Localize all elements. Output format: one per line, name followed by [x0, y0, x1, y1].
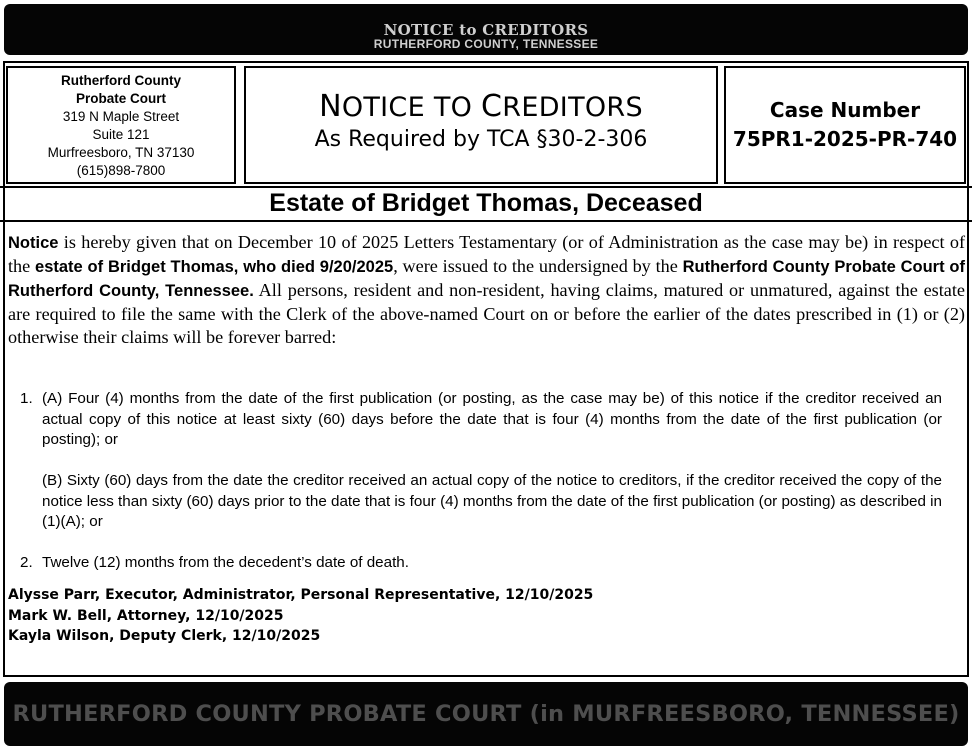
notice-title-box — [244, 66, 718, 184]
case-number-box — [724, 66, 966, 184]
notice-text-2: , were issued to the undersigned by the — [393, 256, 683, 276]
case-number-label: Case Number — [769, 98, 921, 122]
court-phone: (615)898-7800 — [76, 163, 166, 178]
bottom-banner: RUTHERFORD COUNTY PROBATE COURT (in MURFREESBORO, TENNESSEE) — [4, 682, 968, 746]
top-banner — [4, 4, 968, 55]
estate-title: Estate of Bridget Thomas, Deceased — [269, 189, 703, 217]
notice-estate-bold: estate of Bridget Thomas, who died 9/20/2025 — [35, 258, 394, 276]
court-street: 319 N Maple Street — [62, 109, 180, 124]
signer-executor: Alysse Parr, Executor, Administrator, Personal Representative, 12/10/2025 — [8, 587, 594, 603]
divider-estate — [0, 220, 972, 222]
notice-lead: Notice — [8, 234, 59, 252]
banner-title: NOTICE to CREDITORS — [383, 21, 589, 39]
court-name-line1: Rutherford County — [61, 73, 181, 88]
list-item-text: (B) Sixty (60) days from the date the creditor received an actual copy of the notice to creditors, if the creditor received the copy of the notice less than sixty (60) days prior to the date that is four (4) months from the date of the first publication (or posting) as described in (1)(A); or — [42, 472, 942, 530]
notice-text-1: is hereby given that on December 10 of 2025 Letters Testamentary (or of Administration as the case may be) in respect of the — [8, 232, 965, 276]
court-suite: Suite 121 — [92, 127, 150, 142]
court-city: Murfreesboro, TN 37130 — [47, 145, 195, 160]
court-name-line2: Probate Court — [75, 91, 166, 106]
title-initial-c: C — [481, 89, 503, 124]
list-item-text: Twelve (12) months from the decedent’s date of death. — [42, 554, 409, 571]
title-initial-n: N — [319, 89, 342, 124]
court-address-box — [6, 66, 236, 184]
list-item-number: 1. — [20, 390, 33, 407]
notice-title — [246, 90, 716, 125]
signer-clerk: Kayla Wilson, Deputy Clerk, 12/10/2025 — [8, 628, 321, 644]
notice-text-3: All persons, resident and non-resident, having claims, matured or unmatured, against the estate are required to file the same with the Clerk of the above-named Court on or before the earlier of the dates prescribed in (1) or (2) otherwise their claims will be forever barred: — [8, 280, 965, 347]
list-item-text: (A) Four (4) months from the date of the first publication (or posting, as the case may be) of this notice if the creditor received an actual copy of this notice at least sixty (60) days before the date that is four (4) months from the date of the first publication (or posting); or — [42, 390, 942, 448]
case-number-value: 75PR1-2025-PR-740 — [732, 127, 958, 151]
notice-paragraph — [8, 231, 965, 349]
notice-subtitle: As Required by TCA §30-2-306 — [314, 127, 648, 152]
title-part-otice: OTICE TO — [341, 92, 482, 123]
signers-block — [8, 585, 593, 647]
title-part-reditors: REDITORS — [502, 92, 643, 123]
banner-subtitle: RUTHERFORD COUNTY, TENNESSEE — [373, 37, 599, 51]
signer-attorney: Mark W. Bell, Attorney, 12/10/2025 — [8, 607, 284, 624]
list-item-number: 2. — [20, 554, 33, 571]
notice-court-bold: Rutherford County Probate Court of Rutherford County, Tennessee. — [8, 258, 965, 300]
